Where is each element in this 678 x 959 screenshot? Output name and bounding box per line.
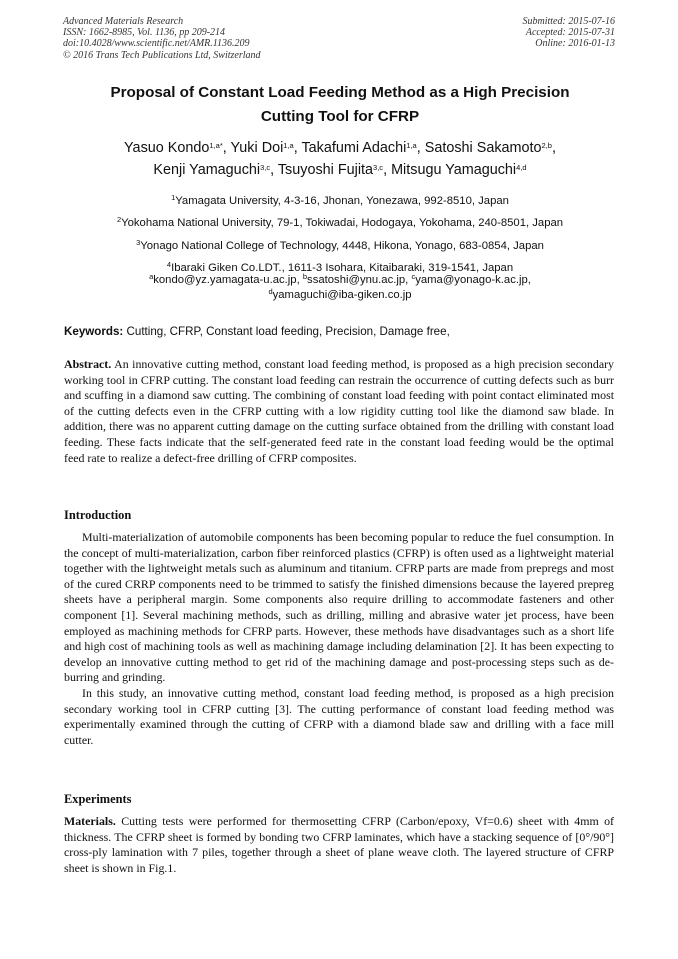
introduction-paragraph: In this study, an innovative cutting method, constant load feeding method, is proposed as a high precision secondary working tool in CFRP cutting [3]. The cutting performance of constant load feeding method was experimentally examined through the cutting of CFRP with a diamond blade saw and drilling with a face mill cutter. [64,685,614,747]
author-sep: , [383,162,392,178]
title-line-1: Proposal of Constant Load Feeding Method as a High Precision [110,84,570,101]
introduction-heading: Introduction [64,508,132,522]
email-marker: d [268,286,273,296]
author-affil: 3,c [373,163,384,172]
email-line-2 [40,288,640,303]
journal-name: Advanced Materials Research [63,16,184,27]
abstract [64,357,614,466]
author-name: Takafumi Adachi [301,140,407,156]
introduction-body [64,530,614,748]
author-name: Satoshi Sakamoto [424,140,542,156]
date-submitted: Submitted: 2015-07-16 [522,16,615,27]
affiliation-text: Ibaraki Giken Co.LDT., 1611-3 Isohara, Kitaibaraki, 319-1541, Japan [171,261,514,274]
affiliation-list [40,190,640,279]
abstract-text: An innovative cutting method, constant load feeding method, is proposed as a high precision secondary working tool in CFRP cutting. The constant load feeding can restrain the occurrence of cutting defects such as burr and scuffing in a diamond saw cutting. The combining of constant load feeding with point contact eliminated most of the cutting defects even in the CFRP cutting with a low rigidity cutting tool like the diamond saw blade. In addition, there was no apparent cutting damage on the cutting surface obtained from the drilling with constant load feeding. These facts indicate that the self-generated feed rate in the constant load feeding would be the optimal feed rate to realize a defect-free drilling of CFRP composites. [64,357,614,465]
journal-header [63,16,261,61]
affiliation [40,235,640,257]
date-online: Online: 2016-01-13 [535,38,615,50]
author-affil: 1,a [283,141,294,150]
affiliation-number: 3 [136,237,141,247]
author-sep: , [293,140,302,156]
author-sep: , [222,140,231,156]
affiliation-text: Yokohama National University, 79-1, Tokiwadai, Hodogaya, Yokohama, 240-8501, Japan [121,217,564,230]
author-affil: 2,b [541,141,552,150]
author-name: Tsuyoshi Fujita [277,162,374,178]
materials-label: Materials. [64,814,116,828]
affiliation [40,190,640,212]
affiliation-text: Yonago National College of Technology, 4448, Hikona, Yonago, 683-0854, Japan [140,239,544,252]
affiliation-number: 1 [171,193,176,202]
date-accepted: Accepted: 2015-07-31 [525,27,615,39]
journal-copyright: © 2016 Trans Tech Publications Ltd, Switzerland [63,49,261,61]
email-list [40,273,640,303]
email-marker: b [302,272,308,281]
journal-issn: ISSN: 1662-8985, Vol. 1136, pp 209-214 [63,27,226,39]
keywords-text: Cutting, CFRP, Constant load feeding, Precision, Damage free, [123,325,450,338]
keywords-label: Keywords: [64,325,124,338]
experiments-heading: Experiments [64,792,132,806]
journal-doi: doi:10.4028/www.scientific.net/AMR.1136.209 [63,38,250,50]
author-line-1 [40,137,640,159]
author-affil: 1,a [406,141,417,150]
affiliation-text: Yamagata University, 4-3-16, Jhonan, Yonezawa, 992-8510, Japan [175,195,509,207]
title-line-2: Cutting Tool for CFRP [260,108,420,125]
email-address: yama@yonago-k.ac.jp, [415,274,531,286]
email-address: yamaguchi@iba-giken.co.jp [272,288,412,301]
email-line-1 [40,273,640,288]
experiments-body [64,814,614,876]
abstract-label: Abstract. [64,357,112,371]
email-address: ssatoshi@ynu.ac.jp, [307,274,412,286]
author-list [40,137,640,181]
author-name: Yasuo Kondo [124,140,210,156]
author-line-2 [40,159,640,181]
author-sep: , [551,140,556,156]
author-affil: 1,a* [209,141,223,150]
introduction-paragraph: Multi-materialization of automobile components has been becoming popular to reduce the fuel consumption. In the concept of multi-materialization, carbon fiber reinforced plastics (CFRP) is often used as a lightweight material together with the lightweight metals such as aluminum and titanium. CFRP parts are made from prepregs and most of the cured CRRP components need to be trimmed to satisfy the finished dimensions because the layered prepreg sheets have a peripheral margin. Some components also require drilling to accommodate fasteners and other component [1]. Several machining methods, such as drilling, milling and abrasive water jet process, have been employed as machining methods for CFRP parts. However, these methods have disadvantages such as a short life and high cost of machining tools as well as machining damage including delamination [2]. It has been expecting to develop an innovative cutting method to get rid of the machining damage and post-processing steps such as de-burring and grinding. [64,530,614,685]
author-sep: , [270,162,278,178]
email-marker: c [411,272,416,281]
author-name: Yuki Doi [230,140,284,156]
author-affil: 4,d [516,163,527,172]
author-sep: , [416,140,425,156]
paper-title [60,81,620,129]
materials-text: Cutting tests were performed for thermosetting CFRP (Carbon/epoxy, Vf=0.6) sheet with 4mm of thickness. The CFRP sheet is formed by bonding two CFRP laminates, which have a stacking sequence of [0°/90°] cross-ply lamination with 7 piles, together through a sheet of plane weave cloth. The layered structure of CFRP sheet is shown in Fig.1. [64,814,614,875]
author-affil: 3,c [260,163,271,172]
author-name: Kenji Yamaguchi [153,162,261,178]
email-marker: a [149,272,154,281]
email-address: kondo@yz.yamagata-u.ac.jp, [153,274,303,286]
author-name: Mitsugu Yamaguchi [391,162,517,178]
affiliation-number: 4 [166,259,172,269]
keywords [64,324,614,339]
dates-header [523,16,616,50]
affiliation-number: 2 [116,215,122,225]
affiliation [40,212,640,234]
